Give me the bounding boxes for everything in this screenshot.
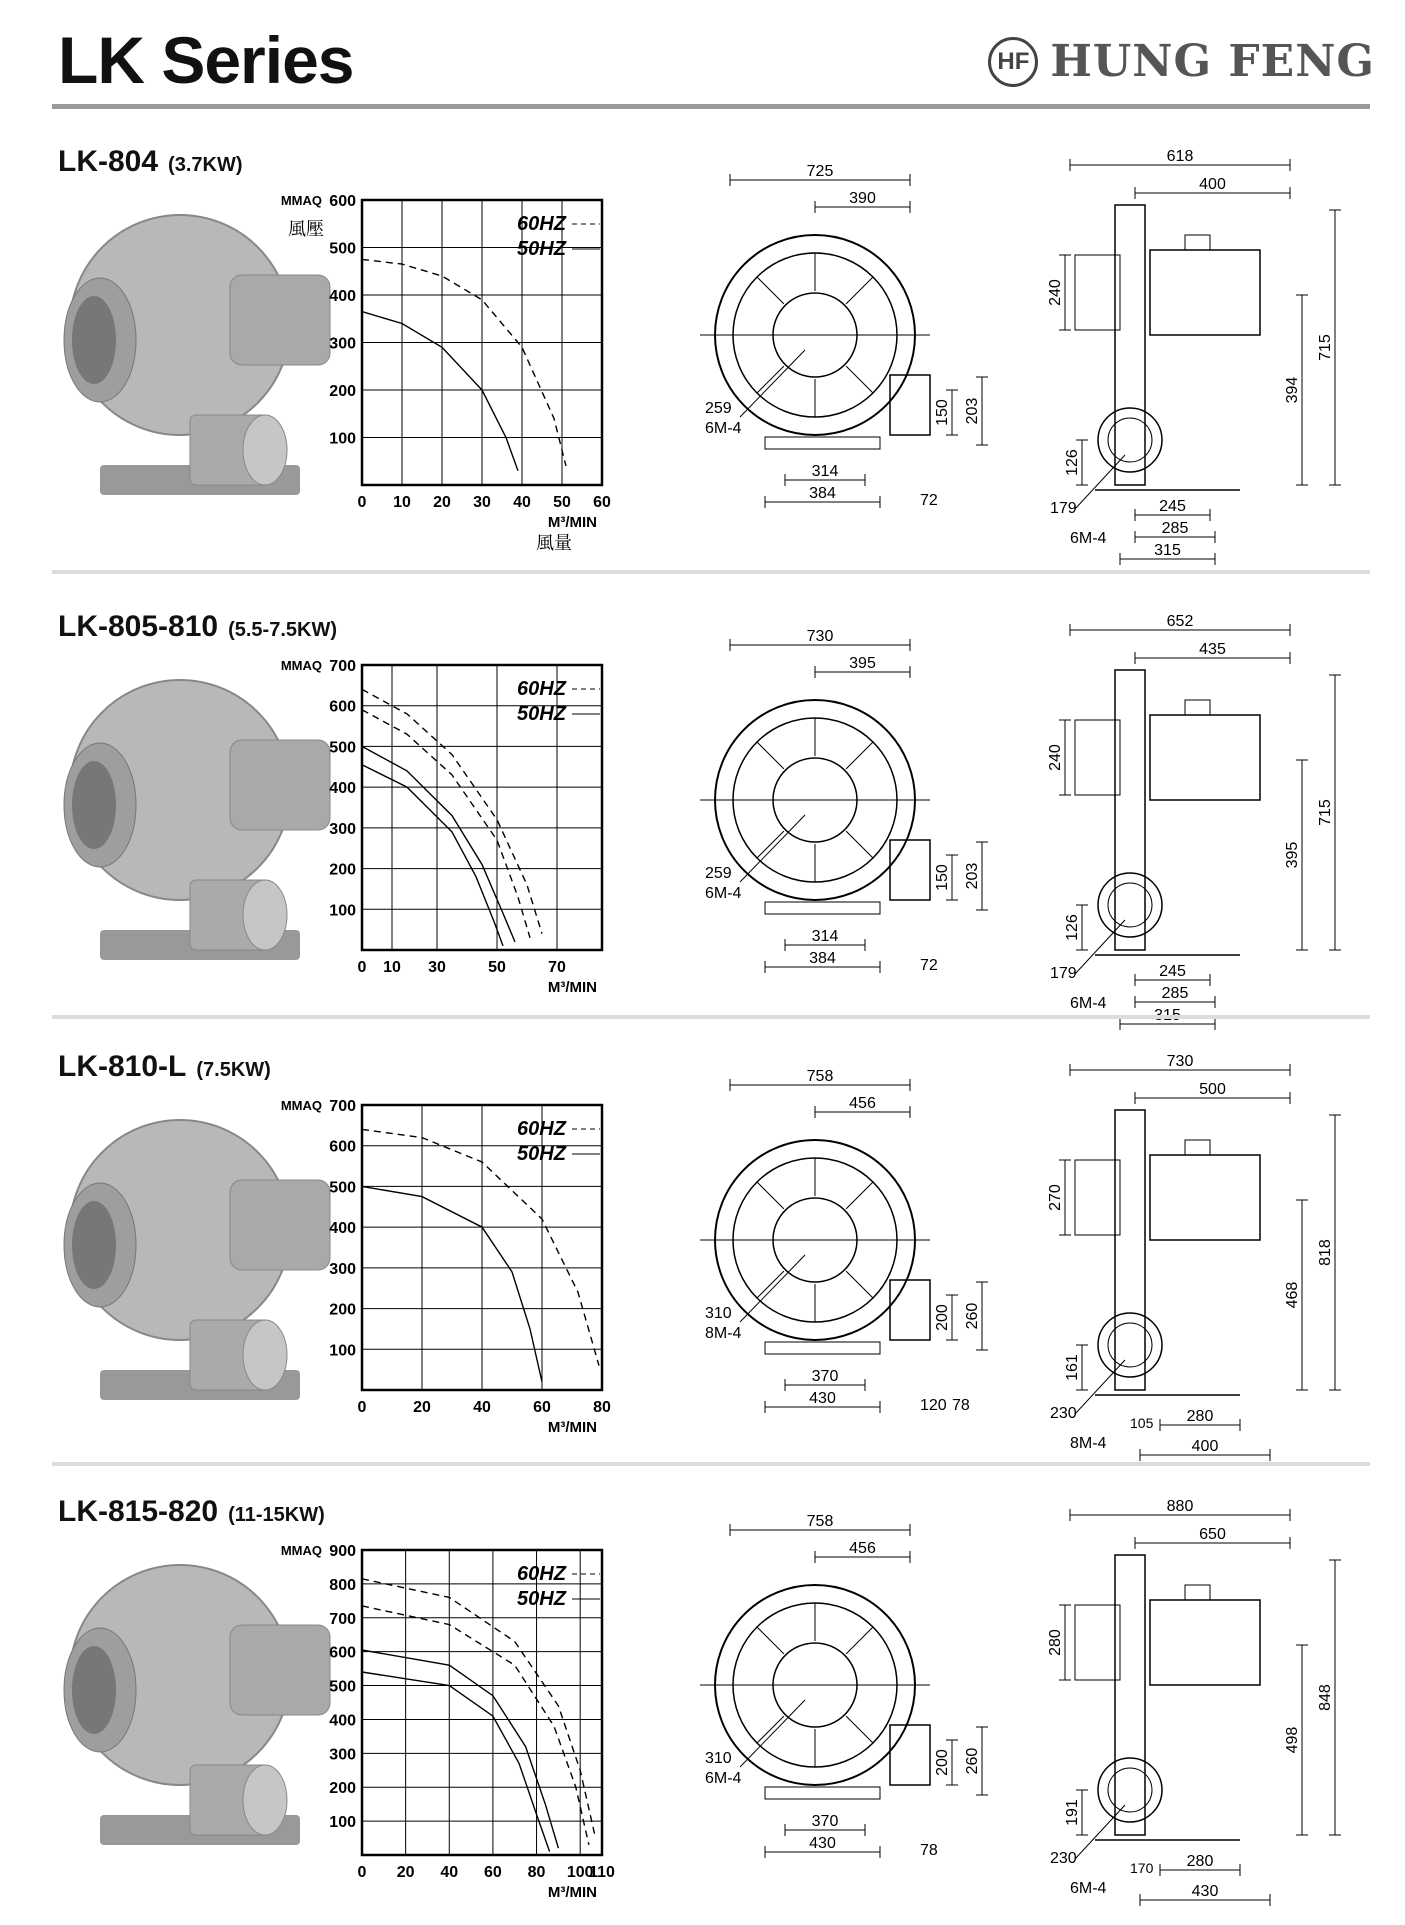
dim-flange-label: 78 [920, 1842, 938, 1859]
dim-center-h-label: 468 [1284, 1281, 1301, 1309]
dim-height-total-label: 715 [1317, 799, 1334, 826]
dim-flange-label: 72 [920, 957, 938, 974]
dim-b1-label: 280 [1186, 1408, 1214, 1425]
x-tick-label: 60 [533, 1399, 551, 1416]
y-tick-label: 100 [329, 902, 356, 920]
base-foot [765, 1342, 880, 1354]
dim-width-total-label: 758 [806, 1068, 834, 1085]
inlet-grille [72, 1646, 116, 1734]
curve-50hz [362, 1672, 550, 1852]
spoke [757, 366, 784, 393]
y-tick-label: 100 [329, 1814, 356, 1832]
x-axis-label: M³/MIN [547, 514, 597, 531]
motor-body [230, 1625, 330, 1715]
y-tick-label: 100 [329, 1342, 356, 1360]
dim-width-total-label: 758 [806, 1513, 834, 1530]
x-tick-label: 30 [473, 494, 491, 511]
section-lk-810-l [0, 1050, 1405, 1455]
base-foot [765, 902, 880, 914]
dim-out-h2-label: 203 [964, 862, 981, 890]
outlet-flange [890, 375, 930, 435]
performance-chart [280, 1525, 700, 1925]
dim-center-h-label: 394 [1284, 376, 1301, 404]
plot-frame [362, 1550, 602, 1855]
terminal-box [1185, 235, 1210, 250]
spoke [846, 1271, 873, 1298]
base-foot [765, 1787, 880, 1799]
motor-body [230, 275, 330, 365]
dim-inlet-label: 179 [1050, 965, 1077, 982]
curve-50hz [362, 765, 503, 946]
spoke [757, 742, 784, 769]
dim-b2-label: 285 [1161, 520, 1189, 537]
model-name: LK-804 (3.7KW) [58, 145, 243, 178]
dim-base-inner-label: 314 [811, 463, 839, 480]
x-tick-label: 70 [548, 959, 566, 976]
blower-photo [60, 1545, 340, 1865]
dim-b2-label: 285 [1161, 985, 1189, 1002]
dim-inlet-label: 310 [705, 1750, 732, 1767]
curve-50hz [362, 312, 518, 471]
section-divider [52, 570, 1370, 574]
x-tick-label: 20 [396, 1864, 415, 1881]
dim-base-inner-label: 370 [811, 1813, 839, 1830]
outlet-opening [243, 1320, 287, 1390]
curve-60hz [362, 689, 542, 933]
outlet-flange [890, 1725, 930, 1785]
dim-width-total-label: 652 [1166, 613, 1194, 630]
dim-b1-label: 245 [1159, 498, 1186, 515]
legend-label-60hz: 60HZ [517, 678, 566, 700]
dim-out-h-label: 150 [934, 399, 951, 426]
front-dimension-drawing [690, 1495, 1010, 1895]
section-divider [52, 1015, 1370, 1019]
blower-photo [60, 660, 340, 980]
spoke [846, 366, 873, 393]
dim-width-inner-label: 500 [1199, 1081, 1226, 1098]
inlet-grille [72, 1201, 116, 1289]
dim-width-inner-label: 395 [849, 655, 876, 672]
outlet-opening [243, 880, 287, 950]
motor-side [1150, 1155, 1260, 1240]
x-axis-label: M³/MIN [547, 1419, 597, 1436]
dim-out-h2-label: 260 [964, 1747, 981, 1775]
curve-50hz [362, 1186, 542, 1382]
motor-side [1150, 715, 1260, 800]
y-tick-label: 500 [329, 1179, 356, 1197]
terminal-box [1185, 700, 1210, 715]
dim-low-label: 161 [1064, 1354, 1081, 1381]
dim-flange-label: 72 [920, 492, 938, 509]
x-tick-label: 60 [484, 1864, 502, 1881]
spoke [846, 1182, 873, 1209]
inlet-side [1075, 1160, 1120, 1235]
spoke [757, 277, 784, 304]
housing-side [1115, 1555, 1145, 1835]
x-tick-label: 60 [593, 494, 611, 511]
terminal-box [1185, 1140, 1210, 1155]
y-tick-label: 500 [329, 240, 356, 258]
dim-width-total-label: 880 [1166, 1498, 1194, 1515]
dim-mount-label: 6M-4 [705, 885, 742, 902]
dim-base-outer-label: 430 [809, 1390, 836, 1407]
dim-flange-label: 120 [920, 1397, 947, 1414]
dim-out-h-label: 150 [934, 864, 951, 891]
page-title: LK Series [58, 23, 354, 97]
y-axis-label: MMAQ [280, 658, 322, 673]
dim-out-h2-label: 203 [964, 397, 981, 425]
curve-50hz [362, 1650, 558, 1848]
dim-base-inner-label: 370 [811, 1368, 839, 1385]
base-foot [765, 437, 880, 449]
legend-label-50hz: 50HZ [517, 703, 566, 725]
dim-width-inner-label: 456 [849, 1540, 876, 1557]
y-tick-label: 700 [329, 1098, 356, 1115]
dim-width-total-label: 730 [806, 628, 834, 645]
y-axis-label: MMAQ [280, 193, 322, 208]
inlet-grille [72, 761, 116, 849]
inlet-grille [72, 296, 116, 384]
dim-base-outer-label: 384 [809, 485, 836, 502]
x-tick-label: 0 [357, 1399, 367, 1416]
motor-body [230, 740, 330, 830]
outlet-flange [890, 1280, 930, 1340]
x-tick-label: 0 [357, 494, 367, 511]
dim-width-total-label: 725 [806, 163, 834, 180]
legend-label-50hz: 50HZ [517, 1588, 566, 1610]
housing-side [1115, 1110, 1145, 1390]
spoke [846, 277, 873, 304]
y-tick-label: 400 [329, 1712, 356, 1730]
model-name: LK-805-810 (5.5-7.5KW) [58, 610, 337, 643]
dim-inlet-label: 230 [1050, 1405, 1077, 1422]
dim-center-h-label: 395 [1284, 841, 1301, 869]
dim-low-label: 191 [1064, 1799, 1081, 1826]
x-axis-label-cn: 風量 [536, 533, 572, 553]
outlet-flange [890, 840, 930, 900]
brand-name: HUNG FENG [1050, 36, 1375, 87]
y-tick-label: 400 [329, 1220, 356, 1238]
spoke [846, 1716, 873, 1743]
x-axis-label: M³/MIN [547, 1884, 597, 1901]
y-tick-label: 600 [329, 1644, 356, 1662]
dim-width-inner-label: 435 [1199, 641, 1226, 658]
blower-photo [60, 195, 340, 515]
y-tick-label: 100 [329, 430, 356, 448]
dim-b0-label: 105 [1130, 1415, 1154, 1431]
side-dimension-drawing [1040, 1495, 1370, 1915]
y-tick-label: 800 [329, 1576, 356, 1594]
dim-low-label: 126 [1064, 914, 1081, 941]
dim-b3-label: 315 [1154, 542, 1181, 559]
dim-motor-h-label: 240 [1047, 279, 1064, 306]
outlet-opening [243, 1765, 287, 1835]
legend-label-60hz: 60HZ [517, 1563, 566, 1585]
dim-mount-label: 6M-4 [705, 420, 742, 437]
dim-out-h-label: 200 [934, 1304, 951, 1331]
dim-b2-label: 400 [1191, 1438, 1219, 1455]
y-tick-label: 300 [329, 820, 356, 838]
spoke [846, 831, 873, 858]
y-tick-label: 200 [329, 861, 356, 879]
dim-b0-label: 170 [1130, 1860, 1154, 1876]
motor-body [230, 1180, 330, 1270]
dim-out-h-label: 200 [934, 1749, 951, 1776]
y-tick-label: 300 [329, 335, 356, 353]
dim-inlet-label: 259 [705, 865, 732, 882]
y-tick-label: 200 [329, 383, 356, 400]
motor-side [1150, 1600, 1260, 1685]
x-tick-label: 110 [589, 1864, 615, 1881]
y-tick-label: 600 [329, 193, 356, 210]
dim-height-total-label: 848 [1317, 1684, 1334, 1711]
x-tick-label: 50 [488, 959, 506, 976]
dim-base-outer-label: 430 [809, 1835, 836, 1852]
x-axis-label: M³/MIN [547, 979, 597, 996]
y-tick-label: 600 [329, 698, 356, 716]
spoke [757, 1716, 784, 1743]
performance-chart [280, 640, 700, 1020]
inlet-side [1075, 1605, 1120, 1680]
model-name: LK-810-L (7.5KW) [58, 1050, 271, 1083]
outlet-opening [243, 415, 287, 485]
brand-logo [988, 36, 1375, 87]
y-tick-label: 300 [329, 1260, 356, 1278]
housing-side [1115, 205, 1145, 485]
dim-mount-label: 6M-4 [1070, 995, 1107, 1012]
dim-out-h2-label: 260 [964, 1302, 981, 1330]
housing-side [1115, 670, 1145, 950]
inlet-side [1075, 720, 1120, 795]
y-tick-label: 400 [329, 288, 356, 305]
dim-b1-label: 280 [1186, 1853, 1214, 1870]
x-tick-label: 80 [527, 1864, 546, 1881]
x-tick-label: 20 [433, 494, 451, 511]
legend-label-60hz: 60HZ [517, 213, 566, 235]
y-tick-label: 500 [329, 739, 356, 757]
y-axis-label: MMAQ [280, 1543, 322, 1558]
dim-height-total-label: 715 [1317, 334, 1334, 361]
y-tick-label: 200 [329, 1301, 356, 1319]
spoke [757, 831, 784, 858]
y-tick-label: 900 [329, 1543, 356, 1560]
performance-chart [280, 1080, 700, 1460]
dim-mount-label: 6M-4 [1070, 1880, 1107, 1897]
spoke [846, 742, 873, 769]
side-dimension-drawing [1040, 145, 1370, 565]
dim-width-inner-label: 400 [1199, 176, 1226, 193]
dim-motor-h-label: 280 [1047, 1629, 1064, 1656]
x-tick-label: 40 [513, 494, 531, 511]
y-tick-label: 700 [329, 1610, 356, 1628]
dim-motor-h-label: 270 [1047, 1184, 1064, 1211]
dim-flange2-label: 78 [952, 1397, 970, 1414]
dim-base-inner-label: 314 [811, 928, 839, 945]
inlet-side [1075, 255, 1120, 330]
spoke [757, 1627, 784, 1654]
curve-60hz [362, 1606, 589, 1845]
dim-width-total-label: 730 [1166, 1053, 1194, 1070]
y-tick-label: 500 [329, 1678, 356, 1696]
section-divider [52, 1462, 1370, 1466]
x-tick-label: 10 [393, 494, 411, 511]
y-axis-label-cn: 風壓 [288, 219, 324, 239]
dim-mount-label: 8M-4 [1070, 1435, 1107, 1452]
dim-mount-label: 6M-4 [1070, 530, 1107, 547]
y-tick-label: 300 [329, 1746, 356, 1764]
x-tick-label: 40 [473, 1399, 491, 1416]
y-tick-label: 200 [329, 1780, 356, 1798]
legend-label-50hz: 50HZ [517, 238, 566, 260]
dim-low-label: 126 [1064, 449, 1081, 476]
dim-inlet-label: 310 [705, 1305, 732, 1322]
y-tick-label: 700 [329, 658, 356, 675]
y-axis-label: MMAQ [280, 1098, 322, 1113]
blower-photo [60, 1100, 340, 1420]
x-tick-label: 20 [413, 1399, 431, 1416]
front-dimension-drawing [690, 610, 1010, 1010]
front-dimension-drawing [690, 1050, 1010, 1450]
header-rule [52, 104, 1370, 109]
dim-inlet-label: 230 [1050, 1850, 1077, 1867]
x-tick-label: 40 [440, 1864, 459, 1881]
terminal-box [1185, 1585, 1210, 1600]
spoke [846, 1627, 873, 1654]
section-lk-804 [0, 145, 1405, 565]
dim-motor-h-label: 240 [1047, 744, 1064, 771]
legend-label-60hz: 60HZ [517, 1118, 566, 1140]
dim-center-h-label: 498 [1284, 1726, 1301, 1754]
x-tick-label: 30 [428, 959, 446, 976]
dim-inlet-label: 179 [1050, 500, 1077, 517]
dim-b2-label: 430 [1191, 1883, 1219, 1900]
dim-mount-label: 6M-4 [705, 1770, 742, 1787]
motor-side [1150, 250, 1260, 335]
dim-height-total-label: 818 [1317, 1239, 1334, 1266]
side-dimension-drawing [1040, 1050, 1370, 1470]
x-tick-label: 0 [357, 1864, 367, 1881]
plot-frame [362, 665, 602, 950]
spoke [757, 1182, 784, 1209]
dim-width-inner-label: 456 [849, 1095, 876, 1112]
x-tick-label: 50 [553, 494, 571, 511]
section-lk-805-810 [0, 610, 1405, 1010]
legend-label-50hz: 50HZ [517, 1143, 566, 1165]
dim-width-inner-label: 650 [1199, 1526, 1226, 1543]
curve-60hz [362, 259, 566, 466]
x-tick-label: 80 [593, 1399, 611, 1416]
y-tick-label: 400 [329, 780, 356, 798]
x-tick-label: 0 [357, 959, 367, 976]
model-name: LK-815-820 (11-15KW) [58, 1495, 325, 1528]
x-tick-label: 10 [383, 959, 401, 976]
dim-b1-label: 245 [1159, 963, 1186, 980]
dim-base-outer-label: 384 [809, 950, 836, 967]
dim-width-inner-label: 390 [849, 190, 876, 207]
hf-logo-icon: HF [988, 37, 1038, 87]
y-tick-label: 600 [329, 1138, 356, 1156]
front-dimension-drawing [690, 145, 1010, 545]
dim-width-total-label: 618 [1166, 148, 1194, 165]
dim-inlet-label: 259 [705, 400, 732, 417]
section-lk-815-820 [0, 1495, 1405, 1915]
curve-60hz [362, 710, 530, 938]
performance-chart [280, 175, 700, 555]
x-tick-label: 100 [566, 1864, 594, 1881]
spoke [757, 1271, 784, 1298]
side-dimension-drawing [1040, 610, 1370, 1030]
dim-mount-label: 8M-4 [705, 1325, 742, 1342]
